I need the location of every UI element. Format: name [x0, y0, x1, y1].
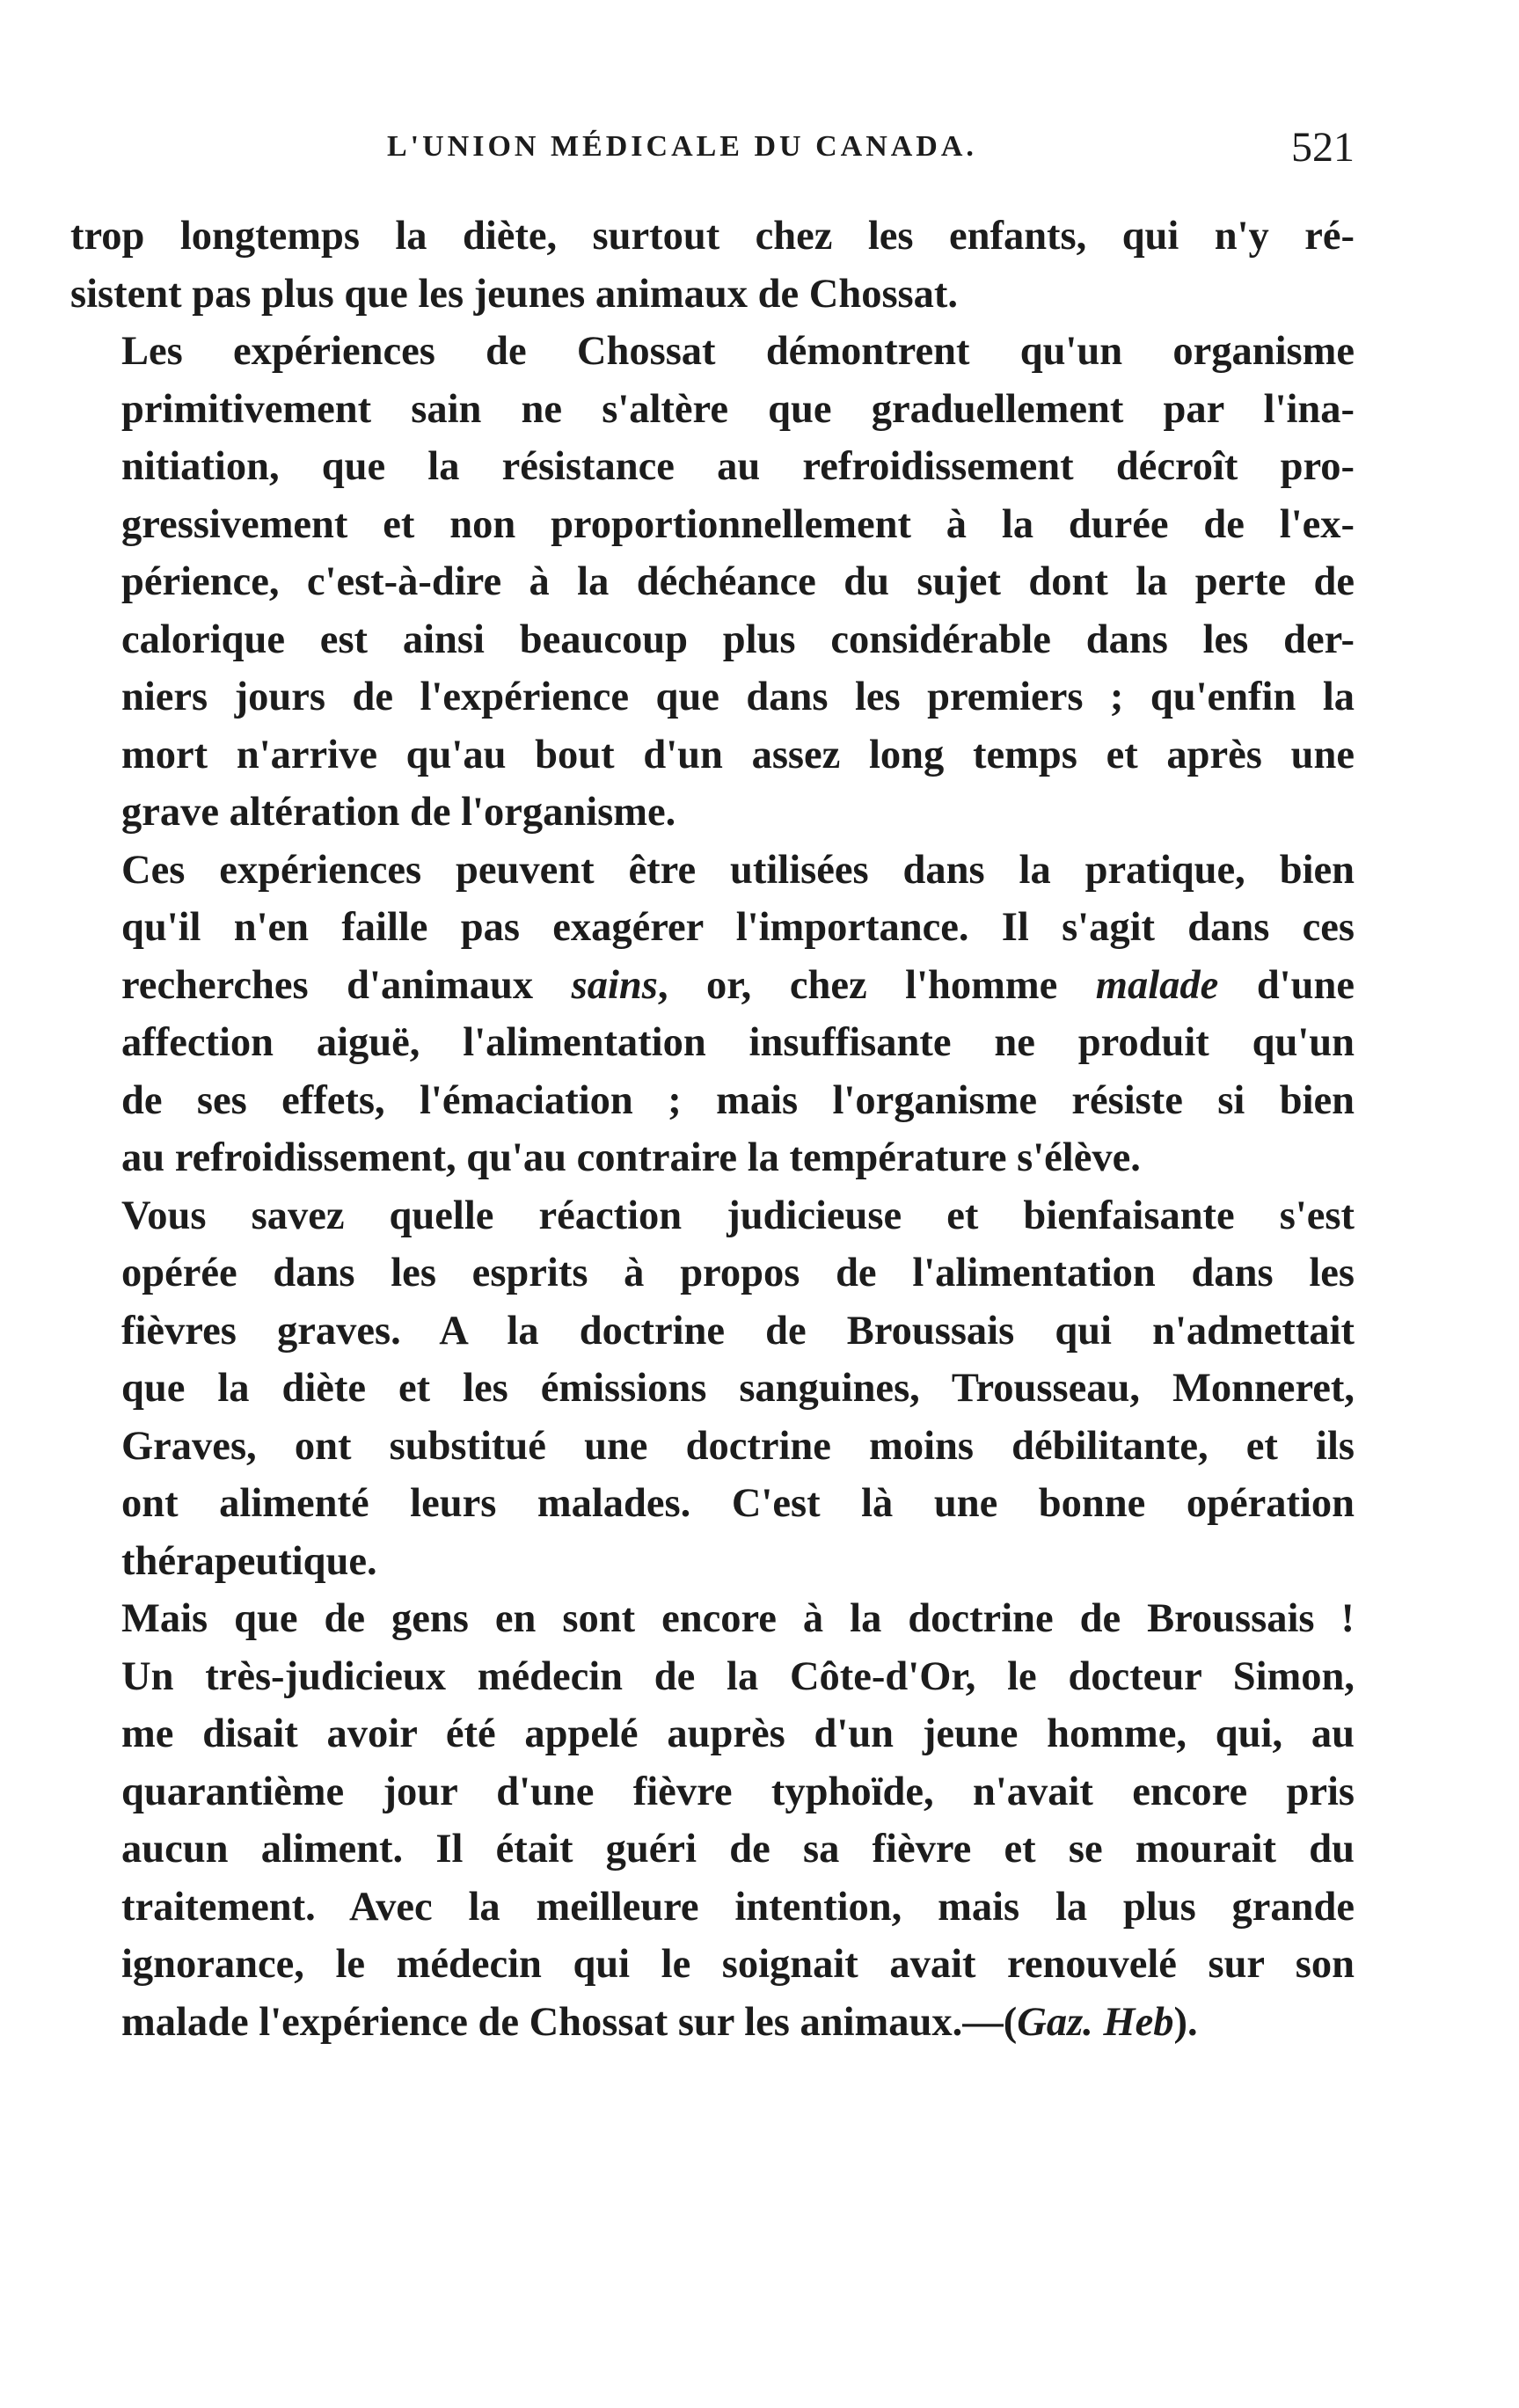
- paragraph: [70, 208, 1355, 323]
- text-line: Vous savez quelle réaction judicieuse et bienfaisante s'est: [121, 1193, 1355, 1238]
- paragraph: [70, 323, 1355, 842]
- text-segment: qu'il n'en faille pas exagérer l'importance. Il s'agit dans ces: [121, 905, 1355, 950]
- text-line: [70, 957, 1355, 1015]
- paragraph: [70, 1187, 1355, 1591]
- running-header: [70, 124, 1355, 183]
- text-segment: Ces expériences peuvent être utilisées dans la pratique, bien: [121, 847, 1355, 893]
- italic-text: malade: [1095, 962, 1219, 1008]
- text-segment: Mais que de gens en sont encore à la doctrine de Broussais !: [121, 1596, 1355, 1641]
- page-number: 521: [1291, 124, 1355, 171]
- text-line: Graves, ont substitué une doctrine moins débilitante, et ils: [121, 1423, 1355, 1469]
- text-line: thérapeutique.: [121, 1538, 377, 1584]
- text-line: mort n'arrive qu'au bout d'un assez long temps et après une: [121, 732, 1355, 777]
- text-line: sistent pas plus que les jeunes animaux de Chossat.: [70, 271, 958, 317]
- text-line: fièvres graves. A la doctrine de Broussais qui n'admettait: [121, 1308, 1355, 1354]
- text-line: [70, 1936, 1355, 1994]
- text-segment: de ses effets, l'émaciation ; mais l'organisme résiste si bien: [121, 1077, 1355, 1123]
- text-segment: Un très-judicieux médecin de la Côte-d'Or, le docteur Simon,: [121, 1653, 1355, 1699]
- text-segment: quarantième jour d'une fièvre typhoïde, n'avait encore pris: [121, 1769, 1355, 1814]
- text-line: [70, 1129, 1355, 1187]
- text-line: nitiation, que la résistance au refroidissement décroît pro-: [121, 444, 1355, 489]
- text-line: grave altération de l'organisme.: [121, 790, 676, 835]
- text-line: calorique est ainsi beaucoup plus considérable dans les der-: [121, 617, 1355, 662]
- italic-text: Gaz. Heb: [1017, 1999, 1174, 2045]
- text-segment: aucun aliment. Il était guéri de sa fièvre et se mourait du: [121, 1827, 1355, 1872]
- italic-text: sains: [571, 962, 658, 1008]
- text-line: gressivement et non proportionnellement à la durée de l'ex-: [121, 501, 1355, 547]
- text-segment: ignorance, le médecin qui le soignait avait renouvelé sur son: [121, 1942, 1355, 1987]
- text-line: Les expériences de Chossat démontrent qu'un organisme: [121, 329, 1355, 374]
- paragraph: [70, 1590, 1355, 2051]
- text-segment: malade l'expérience de Chossat sur les animaux.—(: [121, 1999, 1018, 2045]
- text-line: [70, 1763, 1355, 1821]
- text-line: primitivement sain ne s'altère que graduellement par l'ina-: [121, 386, 1355, 432]
- text-line: [70, 899, 1355, 957]
- text-line: [70, 1994, 1355, 2052]
- text-segment: ).: [1173, 1999, 1198, 2045]
- text-segment: traitement. Avec la meilleure intention, mais la plus grande: [121, 1884, 1355, 1930]
- text-line: niers jours de l'expérience que dans les premiers ; qu'enfin la: [121, 675, 1355, 719]
- text-segment: affection aiguë, l'alimentation insuffisante ne produit qu'un: [121, 1020, 1355, 1065]
- text-line: ont alimenté leurs malades. C'est là une bonne opération: [121, 1481, 1355, 1526]
- text-segment: me disait avoir été appelé auprès d'un jeune homme, qui, au: [121, 1711, 1355, 1756]
- text-segment: recherches d'animaux: [121, 962, 572, 1008]
- text-line: que la diète et les émissions sanguines, Trousseau, Monneret,: [121, 1366, 1355, 1411]
- text-segment: au refroidissement, qu'au contraire la température s'élève.: [121, 1135, 1141, 1180]
- text-segment: d'une: [1218, 962, 1355, 1008]
- text-segment: , or, chez l'homme: [657, 962, 1096, 1008]
- journal-title: L'UNION MÉDICALE DU CANADA.: [387, 130, 977, 163]
- text-line: [70, 1072, 1355, 1130]
- text-line: périence, c'est-à-dire à la déchéance du sujet dont la perte de: [121, 559, 1355, 604]
- text-line: trop longtemps la diète, surtout chez les enfants, qui n'y ré-: [70, 214, 1355, 259]
- text-line: [70, 1879, 1355, 1937]
- text-line: [70, 1821, 1355, 1879]
- text-line: [70, 1590, 1355, 1648]
- text-line: [70, 1014, 1355, 1072]
- text-line: [70, 1705, 1355, 1763]
- text-line: [70, 842, 1355, 900]
- paragraph: [70, 842, 1355, 1187]
- text-line: opérée dans les esprits à propos de l'alimentation dans les: [121, 1251, 1355, 1295]
- body-text: [70, 208, 1355, 2051]
- text-line: [70, 1648, 1355, 1706]
